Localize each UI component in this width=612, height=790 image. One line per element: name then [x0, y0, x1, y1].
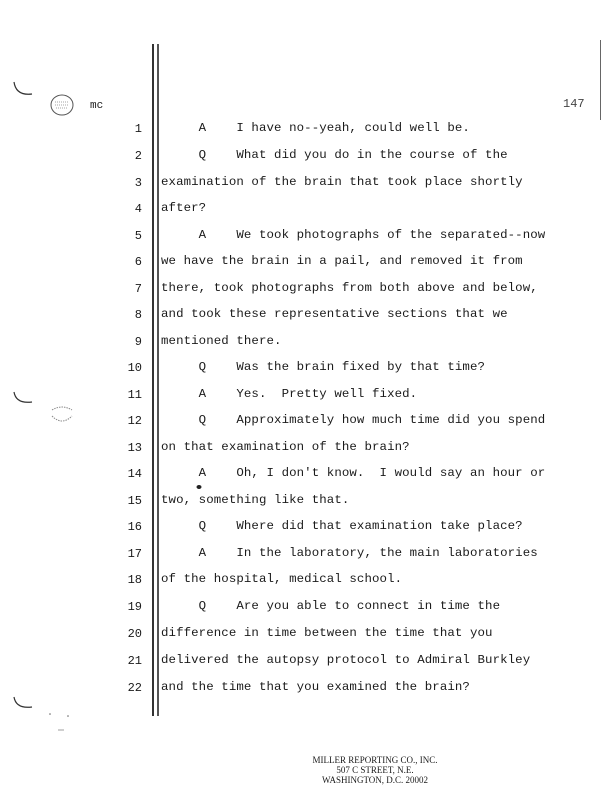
- line-number: 10: [127, 361, 142, 375]
- line-number: 6: [134, 255, 142, 269]
- transcript-line: mentioned there.: [161, 334, 282, 348]
- line-number: 15: [127, 494, 142, 508]
- footer-street: 507 C STREET, N.E.: [336, 765, 414, 775]
- line-number: 16: [127, 520, 142, 534]
- transcript-line: A We took photographs of the separated--now: [161, 228, 546, 242]
- circle-stamp-icon: [48, 92, 76, 118]
- line-number: 19: [127, 600, 142, 614]
- line-number: 1: [134, 122, 142, 136]
- line-number: 5: [134, 229, 142, 243]
- margin-rule-right: [157, 44, 159, 716]
- line-number: 7: [134, 282, 142, 296]
- line-number: 21: [127, 654, 142, 668]
- footer-city: WASHINGTON, D.C. 20002: [321, 775, 429, 785]
- speck-marks: [44, 708, 80, 736]
- line-number: 17: [127, 547, 142, 561]
- transcript-line: two, something like that.: [161, 493, 350, 507]
- transcript-line: examination of the brain that took place shortly: [161, 175, 523, 189]
- transcript-line: Q Approximately how much time did you spend: [161, 413, 546, 427]
- line-number: 14: [127, 467, 142, 481]
- right-edge-rule: [600, 40, 601, 120]
- transcript-line: and took these representative sections that we: [161, 307, 508, 321]
- line-number: 12: [127, 414, 142, 428]
- line-number: 20: [127, 627, 142, 641]
- transcript-line: A In the laboratory, the main laboratories: [161, 546, 538, 560]
- punch-hole-mark-top: [10, 80, 40, 100]
- reporter-initials: mc: [90, 100, 104, 112]
- transcript-line: A Yes. Pretty well fixed.: [161, 387, 418, 401]
- line-number: 2: [134, 149, 142, 163]
- line-number: 4: [134, 202, 142, 216]
- transcript-line: delivered the autopsy protocol to Admiral Burkley: [161, 653, 531, 667]
- line-number: 22: [127, 681, 142, 695]
- footer-company: MILLER REPORTING CO., INC.: [312, 755, 438, 765]
- line-number: 18: [127, 573, 142, 587]
- margin-rule-left: [152, 44, 154, 716]
- transcript-line: A Oh, I don't know. I would say an hour or: [161, 466, 546, 480]
- transcript-line: of the hospital, medical school.: [161, 572, 403, 586]
- line-number: 9: [134, 335, 142, 349]
- transcript-line: Q Are you able to connect in time the: [161, 599, 501, 613]
- faded-stamp-icon: [48, 404, 76, 426]
- transcript-line: Q Where did that examination take place?: [161, 519, 523, 533]
- line-number: 11: [127, 388, 142, 402]
- transcript-line: there, took photographs from both above and below,: [161, 281, 538, 295]
- transcript-line: Q Was the brain fixed by that time?: [161, 360, 486, 374]
- line-number: 3: [134, 176, 142, 190]
- transcript-line: Q What did you do in the course of the: [161, 148, 508, 162]
- punch-hole-mark-bottom: [10, 695, 40, 715]
- transcript-line: on that examination of the brain?: [161, 440, 410, 454]
- transcript-line: and the time that you examined the brain?: [161, 680, 470, 694]
- transcript-line: A I have no--yeah, could well be.: [161, 121, 470, 135]
- line-number: 8: [134, 308, 142, 322]
- transcript-line: we have the brain in a pail, and removed it from: [161, 254, 523, 268]
- transcript-line: after?: [161, 201, 207, 215]
- reporter-footer: [280, 755, 470, 785]
- punch-hole-mark-middle: [10, 390, 40, 410]
- ink-speck: [195, 484, 203, 490]
- page-number: 147: [563, 97, 585, 111]
- transcript-line: difference in time between the time that you: [161, 626, 493, 640]
- line-number: 13: [127, 441, 142, 455]
